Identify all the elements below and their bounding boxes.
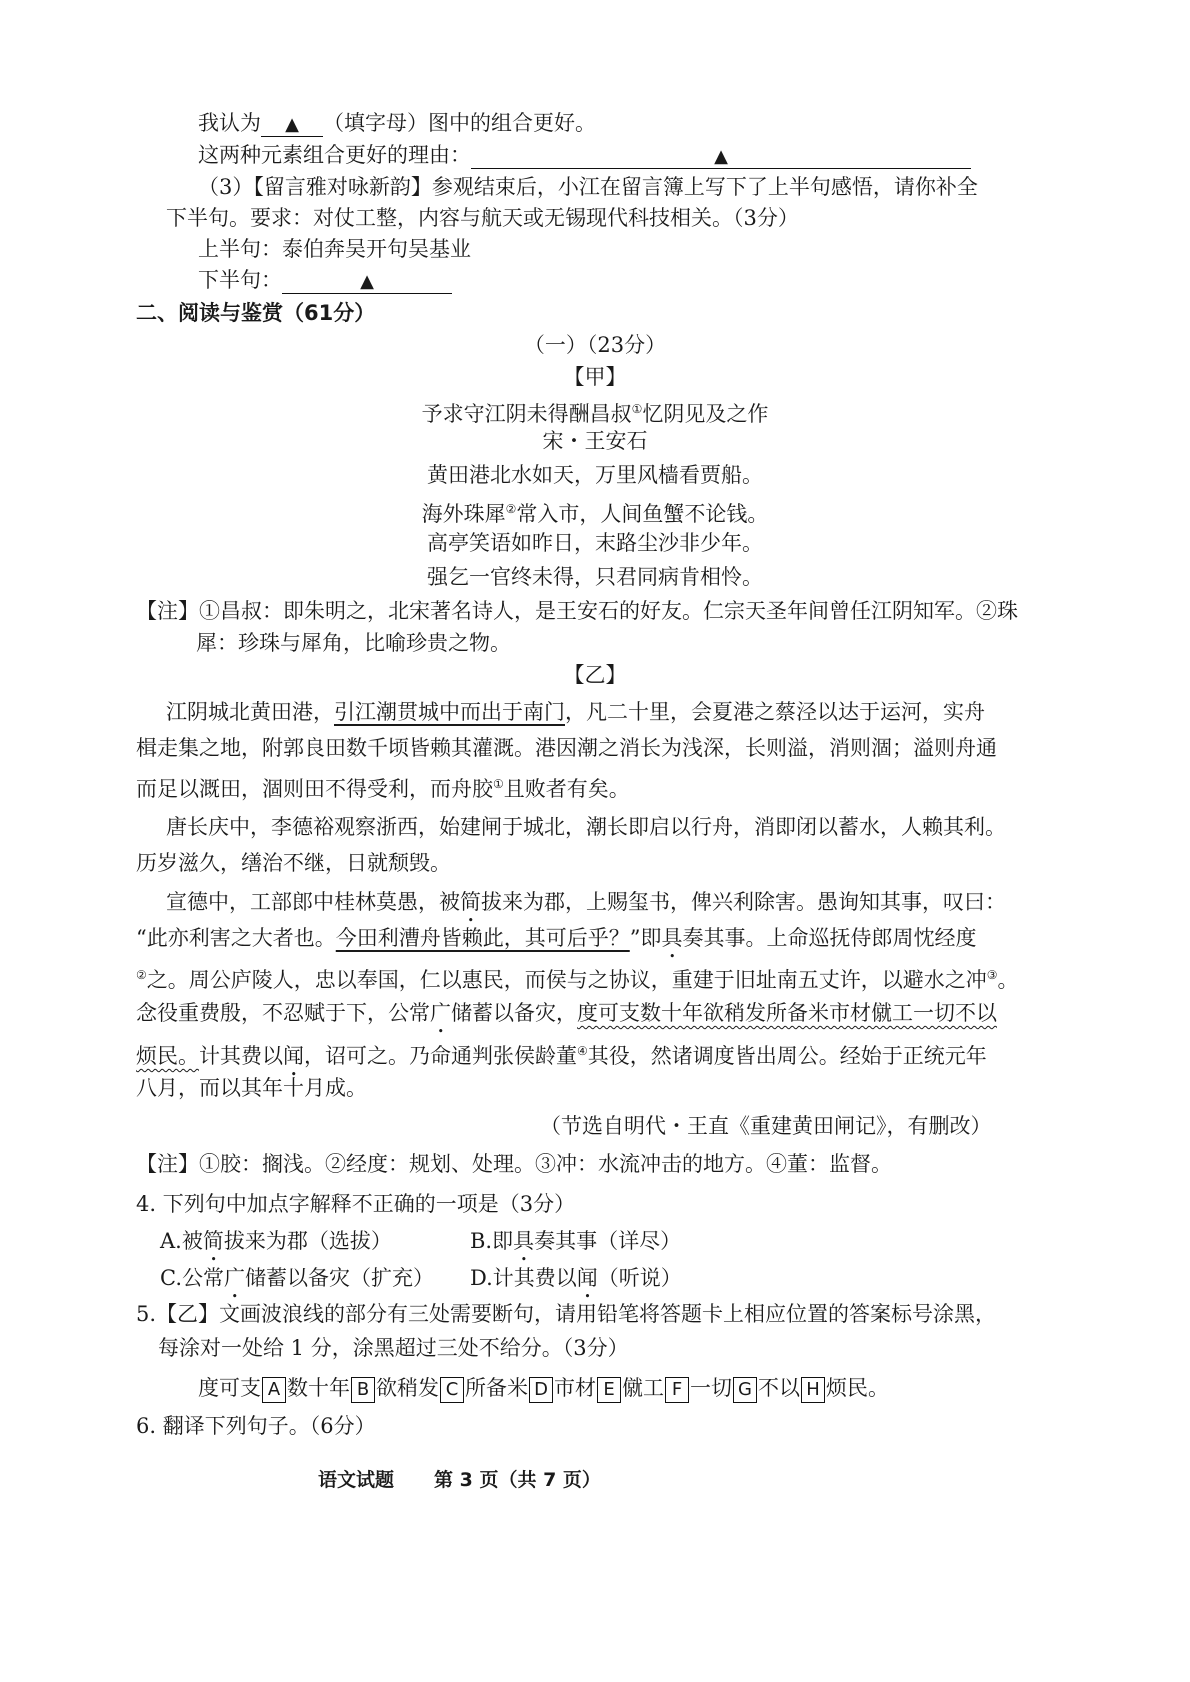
wavy-underlined-text-end: 烦民。 xyxy=(136,1044,199,1068)
jia-note-line1: 【注】①昌叔：即朱明之，北宋著名诗人，是王安石的好友。仁宗天圣年间曾任江阴知军。②珠 xyxy=(136,599,1018,623)
yi-label: 【乙】 xyxy=(563,663,627,687)
q5-stem-line2: 每涂对一处给 1 分，涂黑超过三处不给分。（3分） xyxy=(158,1336,629,1360)
triangle-icon: ▲ xyxy=(285,114,299,135)
dotted-char: 闻 xyxy=(576,1266,598,1290)
q3-reason-line: 这两种元素组合更好的理由： ▲ xyxy=(198,140,971,170)
poem-line-3: 高亭笑语如昨日，末路尘沙非少年。 xyxy=(427,531,763,555)
answer-box-c[interactable]: C xyxy=(440,1377,464,1403)
dotted-char: 具 xyxy=(513,1229,535,1253)
answer-box-e[interactable]: E xyxy=(597,1377,621,1403)
dotted-char: 简 xyxy=(202,1229,224,1253)
yi-source: （节选自明代・王直《重建黄田闸记》，有删改） xyxy=(540,1114,992,1138)
answer-blank-letter[interactable] xyxy=(261,112,323,137)
yi-para2-line2: 历岁滋久，缮治不继，日就颓毁。 xyxy=(136,851,451,875)
poem-line-2: 海外珠犀②常入市，人间鱼蟹不论钱。 xyxy=(421,502,769,526)
jia-label: 【甲】 xyxy=(563,365,627,389)
q4-option-b[interactable]: B.即具奏其事（详尽） xyxy=(470,1229,682,1253)
yi-para1-line3: 而足以溉田，涸则田不得受利，而舟胶①且败者有矣。 xyxy=(136,777,630,801)
q3-lower-half-line: 下半句： ▲ xyxy=(198,265,452,295)
yi-para3-line6: 八月，而以其年十月成。 xyxy=(136,1076,367,1100)
underlined-sentence-2: 今田利漕舟皆赖此，其可后乎？ xyxy=(335,926,630,950)
q5-segmented-sentence: 度可支 A 数十年 B 欲稍发 C 所备米 D 市材 E 僦工 F 一切 G 不以 H 烦民。 xyxy=(198,1373,889,1403)
footer-page: 第 3 页（共 7 页） xyxy=(434,1469,601,1491)
yi-para1-line1: 江阴城北黄田港，引江潮贯城中而出于南门，凡二十里，会夏港之蔡泾以达于运河，实舟 xyxy=(166,700,985,724)
q4-option-d[interactable]: D.计其费以闻（听说） xyxy=(470,1266,682,1290)
q4-stem: 4. 下列句中加点字解释不正确的一项是（3分） xyxy=(136,1192,576,1216)
yi-para3-line3: ②之。周公庐陵人，忠以奉国，仁以惠民，而侯与之协议，重建于旧址南五丈许，以避水之冲③。 xyxy=(136,968,1019,992)
dotted-char-jian: 简 xyxy=(460,890,481,914)
section-title: 二、阅读与鉴赏（61分） xyxy=(136,301,376,325)
underlined-sentence-1: 引江潮贯城中而出于南门 xyxy=(334,700,565,724)
yi-para3-line4: 念役重费殷，不忍赋于下，公常广储蓄以备灾，度可支数十年欲稍发所备米市材僦工一切不以 xyxy=(136,1001,997,1025)
yi-notes: 【注】①胶：搁浅。②经度：规划、处理。③冲：水流冲击的地方。④董：监督。 xyxy=(136,1152,892,1176)
answer-box-h[interactable]: H xyxy=(801,1377,825,1403)
footer-subject: 语文试题 xyxy=(318,1469,395,1491)
triangle-icon: ▲ xyxy=(360,271,374,292)
answer-box-a[interactable]: A xyxy=(262,1377,286,1403)
q3-part3-line2: 下半句。要求：对仗工整，内容与航天或无锡现代科技相关。（3分） xyxy=(166,206,799,230)
dotted-char-ju: 具 xyxy=(661,926,683,950)
yi-para3-line2: “此亦利害之大者也。今田利漕舟皆赖此，其可后乎？”即具奏其事。上命巡抚侍郎周忱经度 xyxy=(136,926,977,950)
poem-title: 予求守江阴未得酬昌叔①忆阴见及之作 xyxy=(421,402,769,426)
dotted-char-guang: 广 xyxy=(430,1001,451,1025)
footer xyxy=(318,1465,601,1495)
q4-option-c[interactable]: C.公常广储蓄以备灾（扩充） xyxy=(160,1266,434,1290)
subsection-title: （一）（23分） xyxy=(523,333,667,357)
dotted-char: 广 xyxy=(224,1266,245,1290)
yi-para2-line1: 唐长庆中，李德裕观察浙西，始建闸于城北，潮长即启以行舟，消即闭以蓄水，人赖其利。 xyxy=(166,815,1006,839)
answer-blank-lower-half[interactable] xyxy=(282,269,452,294)
answer-box-g[interactable]: G xyxy=(733,1377,757,1403)
wavy-underlined-text: 度可支数十年欲稍发所备米市材僦工一切不以 xyxy=(577,1001,997,1025)
poem-author: 宋・王安石 xyxy=(542,429,648,453)
q3-part3-line1: （3）【留言雅对咏新韵】参观结束后，小江在留言簿上写下了上半句感悟，请你补全 xyxy=(198,175,978,199)
dotted-char-wen: 闻 xyxy=(283,1044,304,1068)
poem-line-1: 黄田港北水如天，万里风樯看贾船。 xyxy=(427,463,763,487)
answer-box-f[interactable]: F xyxy=(665,1377,689,1403)
q3-upper-half: 上半句：泰伯奔吴开句吴基业 xyxy=(198,237,471,261)
triangle-icon: ▲ xyxy=(714,146,728,167)
q4-option-a[interactable]: A.被简拔来为郡（选拔） xyxy=(160,1229,392,1253)
answer-box-d[interactable]: D xyxy=(529,1377,553,1403)
answer-box-b[interactable]: B xyxy=(351,1377,375,1403)
jia-note-line2: 犀：珍珠与犀角，比喻珍贵之物。 xyxy=(196,631,511,655)
yi-para3-line1: 宣德中，工部郎中桂林莫愚，被简拔来为郡，上赐玺书，俾兴利除害。愚询知其事，叹曰： xyxy=(166,890,1006,914)
q6-stem: 6. 翻译下列句子。（6分） xyxy=(136,1414,376,1438)
answer-blank-reason[interactable] xyxy=(471,144,971,169)
yi-para1-line2: 楫走集之地，附郭良田数千顷皆赖其灌溉。港因潮之消长为浅深，长则溢，消则涸；溢则舟通 xyxy=(136,736,997,760)
poem-line-4: 强乞一官终未得，只君同病肯相怜。 xyxy=(427,565,763,589)
q5-stem-line1: 5.【乙】文画波浪线的部分有三处需要断句，请用铅笔将答题卡上相应位置的答案标号涂黑， xyxy=(136,1302,997,1326)
yi-para3-line5: 烦民。计其费以闻，诏可之。乃命通判张侯龄董④其役，然诸调度皆出周公。经始于正统元年 xyxy=(136,1044,987,1068)
q3-choice-line: 我认为 ▲ （填字母）图中的组合更好。 xyxy=(198,111,596,135)
